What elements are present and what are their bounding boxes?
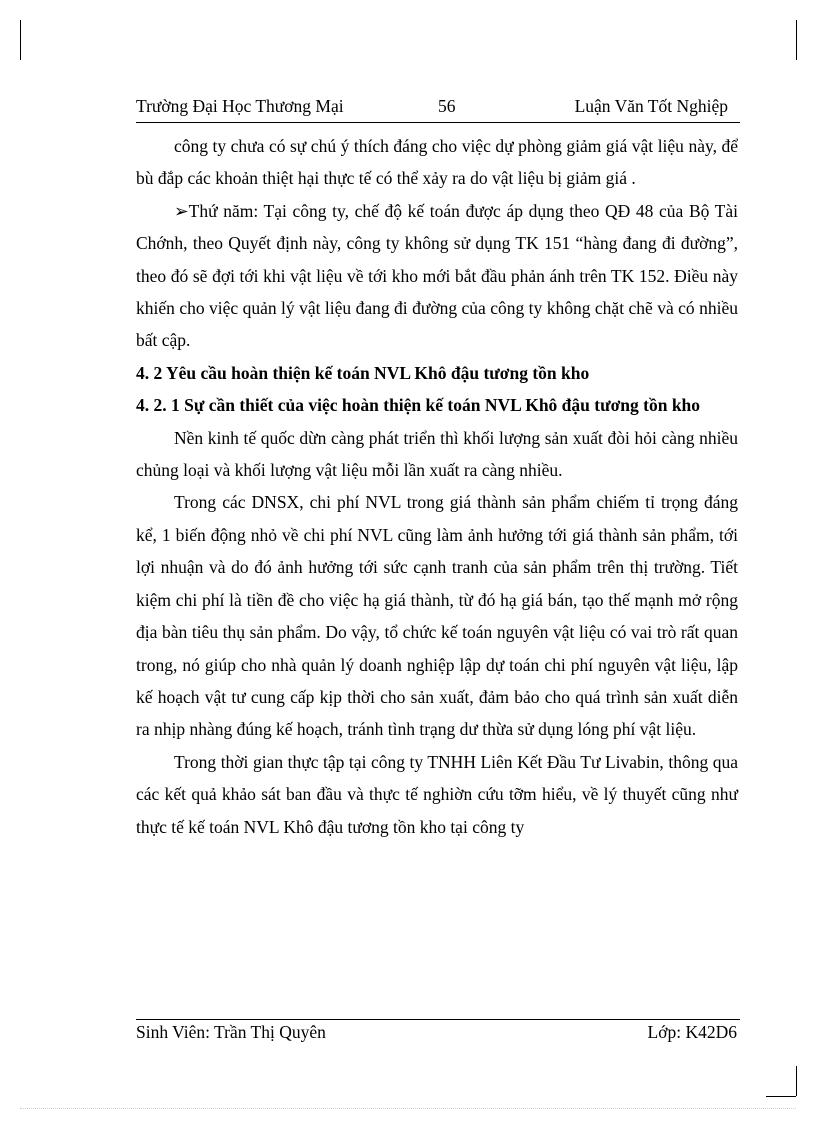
crop-mark-top-left (20, 20, 21, 60)
header-school: Trường Đại Học Thương Mại (136, 96, 344, 116)
paragraph-5: Trong thời gian thực tập tại công ty TNHH Liên Kết Đầu Tư Livabin, thông qua các kết quả khảo sát ban đầu và thực tế nghiờn cứu tỡm hiểu, về lý thuyết cũng như thực tế kế toán NVL Khô đậu tương tồn kho tại công ty (136, 751, 738, 837)
page-bottom-dotted-line (20, 1108, 796, 1109)
page-footer (136, 1022, 740, 1048)
paragraph-1: công ty chưa có sự chú ý thích đáng cho việc dự phòng giảm giá vật liệu này, để bù đắp các khoản thiệt hại thực tế có thể xảy ra do vật liệu bị giảm giá . (136, 136, 738, 189)
header-rule (136, 122, 740, 123)
crop-mark-bottom-right-v (796, 1066, 797, 1096)
header-doc-type: Luận Văn Tốt Nghiệp (574, 96, 728, 116)
crop-mark-bottom-right (766, 1096, 796, 1097)
paragraph-4: Trong các DNSX, chi phí NVL trong giá thành sản phẩm chiếm tỉ trọng đáng kể, 1 biến động nhỏ về chi phí NVL cũng làm ảnh hưởng tới giá thành sản phẩm, tới lợi nhuận và do đó ảnh hưởng tới sức cạnh tranh của sản phẩm trên thị trường. Tiết kiệm chi phí là tiền đề cho việc hạ giá thành, từ đó hạ giá bán, tạo thế mạnh mở rộng địa bàn tiêu thụ sản phẩm. Do vậy, tổ chức kế toán nguyên vật liệu có vai trò rất quan trong, nó giúp cho nhà quản lý doanh nghiệp lập dự toán chi phí nguyên vật liệu, lập kế hoạch vật tư cung cấp kịp thời cho sản xuất, đảm bảo cho quá trình sản xuất diễn ra nhịp nhàng đúng kế hoạch, tránh tình trạng dư thừa sử dụng lóng phí vật liệu. (136, 492, 738, 740)
crop-mark-top-right (796, 20, 797, 60)
page-header (136, 96, 740, 122)
paragraph-3: Nền kinh tế quốc dừn càng phát triển thì khối lượng sản xuất đòi hỏi càng nhiều chủng loại và khối lượng vật liệu mỗi lần xuất ra càng nhiều. (136, 427, 738, 481)
heading-4-2: 4. 2 Yêu cầu hoàn thiện kế toán NVL Khô đậu tương tồn kho (136, 362, 590, 383)
footer-rule (136, 1019, 740, 1020)
paragraph-2-text: Thứ năm: Tại công ty, chế độ kế toán được áp dụng theo QĐ 48 của Bộ Tài Chớnh, theo Quyết định này, công ty không sử dụng TK 151 “hàng đang đi đường”, theo đó sẽ đợi tới khi vật liệu về tới kho mới bắt đầu phản ánh trên TK 152. Điều này khiến cho việc quản lý vật liệu đang đi đường của công ty không chặt chẽ và có nhiều bất cập. (136, 200, 738, 351)
paragraph-2 (136, 195, 738, 357)
footer-student: Sinh Viên: Trần Thị Quyên (136, 1022, 326, 1042)
arrow-bullet-icon: ➢ (174, 200, 189, 221)
header-page-number: 56 (438, 96, 456, 116)
document-body (136, 130, 738, 843)
footer-class: Lớp: K42D6 (647, 1022, 737, 1042)
heading-4-2-1: 4. 2. 1 Sự cần thiết của việc hoàn thiện kế toán NVL Khô đậu tương tồn kho (136, 395, 701, 416)
